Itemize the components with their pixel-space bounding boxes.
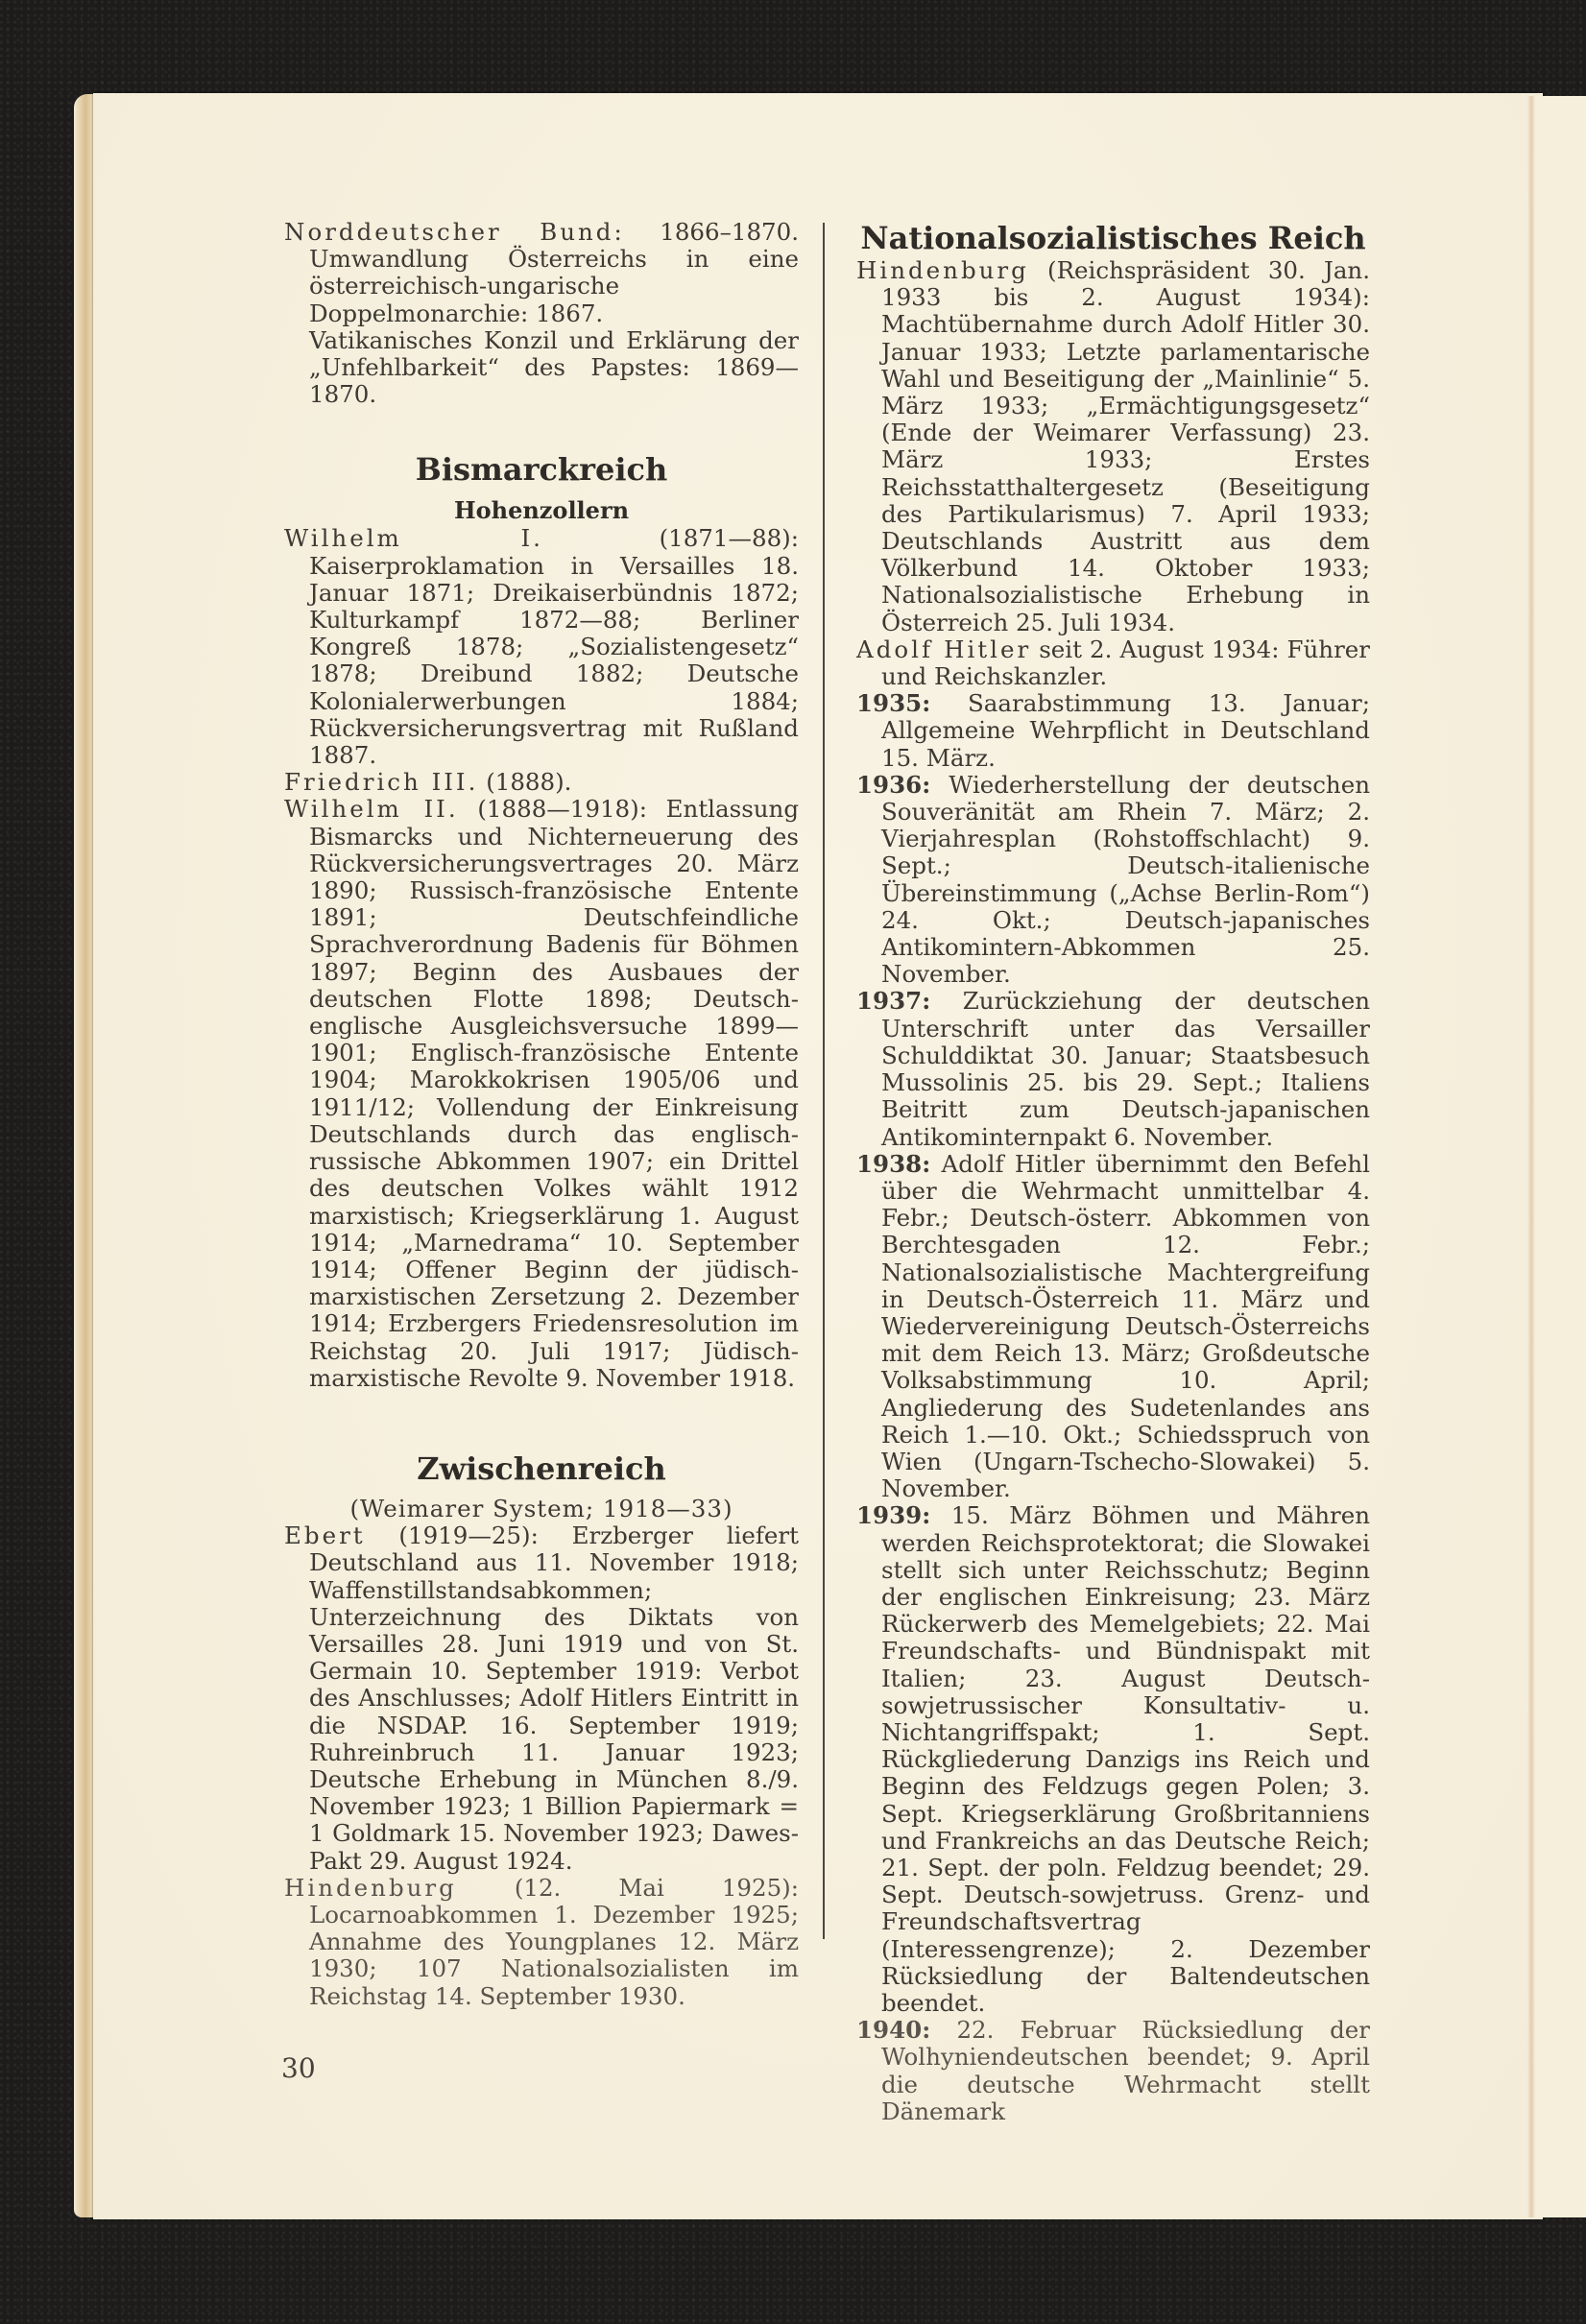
entry-text: Adolf Hitler übernimmt den Befehl über die Wehrmacht unmittelbar 4. Febr.; Deutsch-österr. Abkommen von Berchtesgaden 12. Febr.; Nationalsozialistische Machtergreifung in Deutsch-Österreich 11. März und Wiedervereinigung Deutsch-Österreichs mit dem Reich 13. März; Großdeutsche Volksabstimmung 10. April; Angliederung des Sudetenlandes ans Reich 1.—10. Okt.; Schiedsspruch von Wien (Ungarn-Tschecho-Slowakei) 5. November.	[881, 1149, 1370, 1503]
entry-text: Wiederherstellung der deutschen Souveränität am Rhein 7. März; 2. Vierjahresplan (Rohstoffschlacht) 9. Sept.; Deutsch-italienische Übereinstimmung („Achse Berlin-Rom“) 24. Okt.; Deutsch-japanisches Antikomintern-Abkommen 25. November.	[881, 770, 1370, 989]
entry-vatican-council: Vatikanisches Konzil und Erklärung der „Unfehlbarkeit“ des Papstes: 1869—1870.	[309, 325, 799, 409]
entry-wilhelm-ii	[284, 796, 799, 1391]
entry-ebert	[284, 1522, 799, 1875]
entry-year-1938	[856, 1151, 1370, 1503]
entry-year-1935	[856, 690, 1370, 772]
entry-year: 1937:	[856, 987, 931, 1016]
section-subtitle-weimar: (Weimarer System; 1918—33)	[349, 1494, 733, 1522]
entry-year-1940	[856, 2017, 1370, 2125]
entry-head: Hindenburg	[284, 1873, 457, 1902]
entry-year-1936	[856, 772, 1370, 989]
column-divider	[823, 223, 825, 1939]
entry-year: 1935:	[856, 689, 931, 718]
entry-head: Norddeutscher Bund:	[284, 218, 625, 246]
entry-head: Adolf Hitler	[856, 635, 1032, 663]
entry-head: Friedrich III.	[284, 768, 479, 797]
entry-norddeutscher-bund	[284, 219, 799, 327]
entry-hindenburg-1933	[856, 257, 1370, 636]
entry-text: (12. Mai 1925): Locarnoabkommen 1. Dezember 1925; Annahme des Youngplanes 12. März 1930; 107 Nationalsozialisten im Reichstag 14. September 1930.	[309, 1873, 799, 2010]
right-column	[856, 219, 1370, 2125]
section-subtitle-hohenzollern: Hohenzollern	[453, 496, 630, 525]
entry-text: Saarabstimmung 13. Januar; Allgemeine Wehrpflicht in Deutschland 15. März.	[881, 689, 1370, 772]
entry-text: 15. März Böhmen und Mähren werden Reichsprotektorat; die Slowakei stellt sich unter Reichsschutz; Beginn der englischen Einkreisung; 23. März Rückerwerb des Memelgebiets; 22. Mai Freundschafts- und Bündnispakt mit Italien; 23. August Deutsch-sowjetrussischer Konsultativ- u. Nichtangriffspakt; 1. Sept. Rückgliederung Danzigs ins Reich und Beginn des Feldzugs gegen Polen; 3. Sept. Kriegserklärung Großbritanniens und Frankreichs an das Deutsche Reich; 21. Sept. der poln. Feldzug beendet; 29. Sept. Deutsch-sowjetruss. Grenz- und Freundschaftsvertrag (Interessengrenze); 2. Dezember Rücksiedlung der Baltendeutschen beendet.	[881, 1501, 1370, 2017]
entry-text: (1919—25): Erzberger liefert Deutschland aus 11. November 1918; Waffenstillstandsabkommen; Unterzeichnung des Diktats von Versailles 28. Juni 1919 und von St. Germain 10. September 1919: Verbot des Anschlusses; Adolf Hitlers Eintritt in die NSDAP. 16. September 1919; Ruhreinbruch 11. Januar 1923; Deutsche Erhebung in München 8./9. November 1923; 1 Billion Papiermark = 1 Goldmark 15. November 1923; Dawes-Pakt 29. August 1924.	[309, 1521, 799, 1875]
entry-head: Wilhelm I.	[284, 524, 543, 553]
entry-text: 22. Februar Rücksiedlung der Wolhyniendeutschen beendet; 9. April die deutsche Wehrmacht stellt Dänemark	[881, 2016, 1370, 2125]
entry-text: seit 2. August 1934: Führer und Reichskanzler.	[881, 635, 1370, 691]
entry-text: 1866–1870. Umwandlung Österreichs in eine österreichisch-ungarische Doppelmonarchie: 1867.	[309, 218, 799, 327]
entry-year: 1936:	[856, 770, 931, 799]
entry-text: (1888—1918): Entlassung Bismarcks und Nichterneuerung des Rückversicherungsvertrages 20. März 1890; Russisch-französische Entente 1891; Deutschfeindliche Sprachverordnung Badenis für Böhmen 1897; Beginn des Ausbaues der deutschen Flotte 1898; Deutsch-englische Ausgleichsversuche 1899—1901; Englisch-französische Entente 1904; Marokkokrisen 1905/06 und 1911/12; Vollendung der Einkreisung Deutschlands durch das englisch-russische Abkommen 1907; ein Drittel des deutschen Volkes wählt 1912 marxistisch; Kriegserklärung 1. August 1914; „Marnedrama“ 10. September 1914; Offener Beginn der jüdisch-marxistischen Zersetzung 2. Dezember 1914; Erzbergers Friedensresolution im Reichstag 20. Juli 1917; Jüdisch-marxistische Revolte 9. November 1918.	[309, 795, 800, 1392]
left-column	[284, 219, 799, 2010]
entry-hindenburg-1925	[284, 1875, 799, 2010]
entry-adolf-hitler	[856, 636, 1370, 690]
section-title-bismarckreich: Bismarckreich	[415, 451, 668, 489]
entry-friedrich-iii	[284, 769, 799, 796]
entry-year-1939	[856, 1502, 1370, 2017]
entry-head: Wilhelm II.	[284, 795, 459, 824]
entry-year-1937	[856, 988, 1370, 1150]
entry-text: (1871—88): Kaiserproklamation in Versailles 18. Januar 1871; Dreikaiserbündnis 1872; Kulturkampf 1872—88; Berliner Kongreß 1878; „Sozialistengesetz“ 1878; Dreibund 1882; Deutsche Kolonialerwerbungen 1884; Rückversicherungsvertrag mit Rußland 1887.	[309, 524, 799, 770]
section-title-ns-reich: Nationalsozialistisches Reich	[860, 220, 1366, 256]
entry-wilhelm-i	[284, 525, 799, 769]
entry-text: (Reichspräsident 30. Jan. 1933 bis 2. August 1934): Machtübernahme durch Adolf Hitler 30. Januar 1933; Letzte parlamentarische Wahl und Beseitigung der „Mainlinie“ 5. März 1933; „Ermächtigungsgesetz“ (Ende der Weimarer Verfassung) 23. März 1933; Erstes Reichsstatthaltergesetz (Beseitigung des Partikularismus) 7. April 1933; Deutschlands Austritt aus dem Völkerbund 14. Oktober 1933; Nationalsozialistische Erhebung in Österreich 25. Juli 1934.	[881, 256, 1370, 636]
entry-text: Zurückziehung der deutschen Unterschrift unter das Versailler Schulddiktat 30. Januar; Staatsbesuch Mussolinis 25. bis 29. Sept.; Italiens Beitritt zum Deutsch-japanischen Antikominternpakt 6. November.	[881, 987, 1370, 1151]
page-number: 30	[281, 2052, 316, 2084]
entry-year: 1940:	[856, 2016, 931, 2045]
entry-text: (1888).	[486, 768, 572, 797]
entry-head: Ebert	[284, 1521, 366, 1550]
section-title-zwischenreich: Zwischenreich	[417, 1450, 666, 1487]
facing-page-edge	[1535, 96, 1586, 2217]
entry-head: Hindenburg	[856, 256, 1029, 284]
entry-year: 1939:	[856, 1501, 931, 1530]
book-gutter	[1527, 96, 1535, 2217]
entry-year: 1938:	[856, 1149, 931, 1178]
